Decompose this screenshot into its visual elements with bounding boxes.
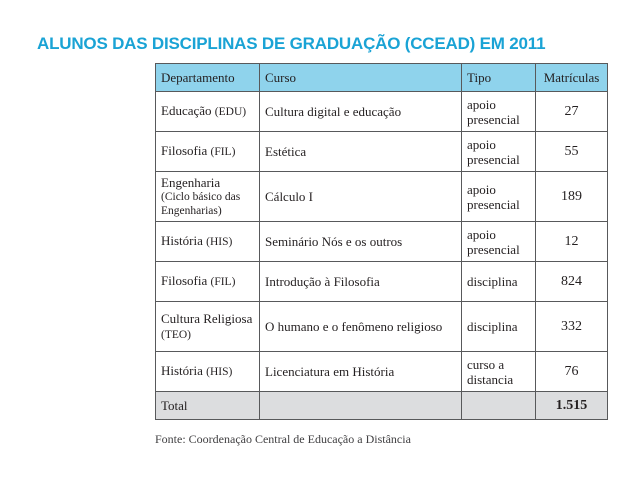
curso-cell: Introdução à Filosofia — [260, 262, 462, 302]
header-matriculas: Matrículas — [536, 64, 608, 92]
header-tipo: Tipo — [462, 64, 536, 92]
curso-cell: O humano e o fenômeno religioso — [260, 302, 462, 352]
curso-cell: Seminário Nós e os outros — [260, 222, 462, 262]
table-row — [156, 222, 608, 262]
dept-code: (FIL) — [210, 276, 236, 288]
dept-code: (HIS) — [206, 236, 233, 248]
curso-cell: Cultura digital e educação — [260, 92, 462, 132]
total-value: 1.515 — [536, 392, 608, 420]
source-note: Fonte: Coordenação Central de Educação a Distância — [155, 432, 411, 446]
total-label: Total — [156, 392, 260, 420]
dept-name: Engenharia — [161, 175, 221, 190]
table-header-row — [156, 64, 608, 92]
dept-name: Filosofia — [161, 143, 208, 158]
matriculas-cell: 55 — [536, 132, 608, 172]
dept-name: História — [161, 233, 203, 248]
dept-code: (EDU) — [214, 106, 247, 118]
dept-code: (TEO) — [161, 328, 192, 341]
page-title: ALUNOS DAS DISCIPLINAS DE GRADUAÇÃO (CCEAD) EM 2011 — [37, 34, 546, 53]
tipo-cell: disciplina — [462, 262, 536, 302]
dept-code: (HIS) — [206, 366, 233, 378]
total-empty-cell — [462, 392, 536, 420]
dept-cell — [156, 92, 260, 132]
dept-cell — [156, 302, 260, 352]
dept-cell — [156, 352, 260, 392]
curso-cell: Cálculo I — [260, 172, 462, 222]
table-row — [156, 302, 608, 352]
dept-code: (FIL) — [210, 146, 236, 158]
dept-name: Cultura Religiosa — [161, 310, 253, 326]
tipo-cell: apoio presencial — [462, 222, 536, 262]
dept-cell — [156, 172, 260, 222]
table-row — [156, 352, 608, 392]
curso-cell: Licenciatura em História — [260, 352, 462, 392]
table-row — [156, 132, 608, 172]
header-departamento: Departamento — [156, 64, 260, 92]
matriculas-cell: 76 — [536, 352, 608, 392]
matriculas-cell: 824 — [536, 262, 608, 302]
dept-name: Filosofia — [161, 273, 208, 288]
dept-subtitle: (Ciclo básico das Engenharias) — [161, 191, 241, 217]
matriculas-cell: 332 — [536, 302, 608, 352]
dept-name: Educação — [161, 103, 212, 118]
tipo-cell: apoio presencial — [462, 132, 536, 172]
tipo-cell: apoio presencial — [462, 92, 536, 132]
dept-name: História — [161, 363, 203, 378]
dept-cell — [156, 132, 260, 172]
curso-cell: Estética — [260, 132, 462, 172]
matriculas-cell: 189 — [536, 172, 608, 222]
matriculas-cell: 27 — [536, 92, 608, 132]
header-curso: Curso — [260, 64, 462, 92]
dept-cell — [156, 262, 260, 302]
total-empty-cell — [260, 392, 462, 420]
table-row — [156, 262, 608, 302]
matriculas-cell: 12 — [536, 222, 608, 262]
enrollment-table — [155, 63, 608, 420]
tipo-cell: curso a distancia — [462, 352, 536, 392]
tipo-cell: disciplina — [462, 302, 536, 352]
dept-cell — [156, 222, 260, 262]
table-row — [156, 92, 608, 132]
tipo-cell: apoio presencial — [462, 172, 536, 222]
total-row — [156, 392, 608, 420]
table-row — [156, 172, 608, 222]
